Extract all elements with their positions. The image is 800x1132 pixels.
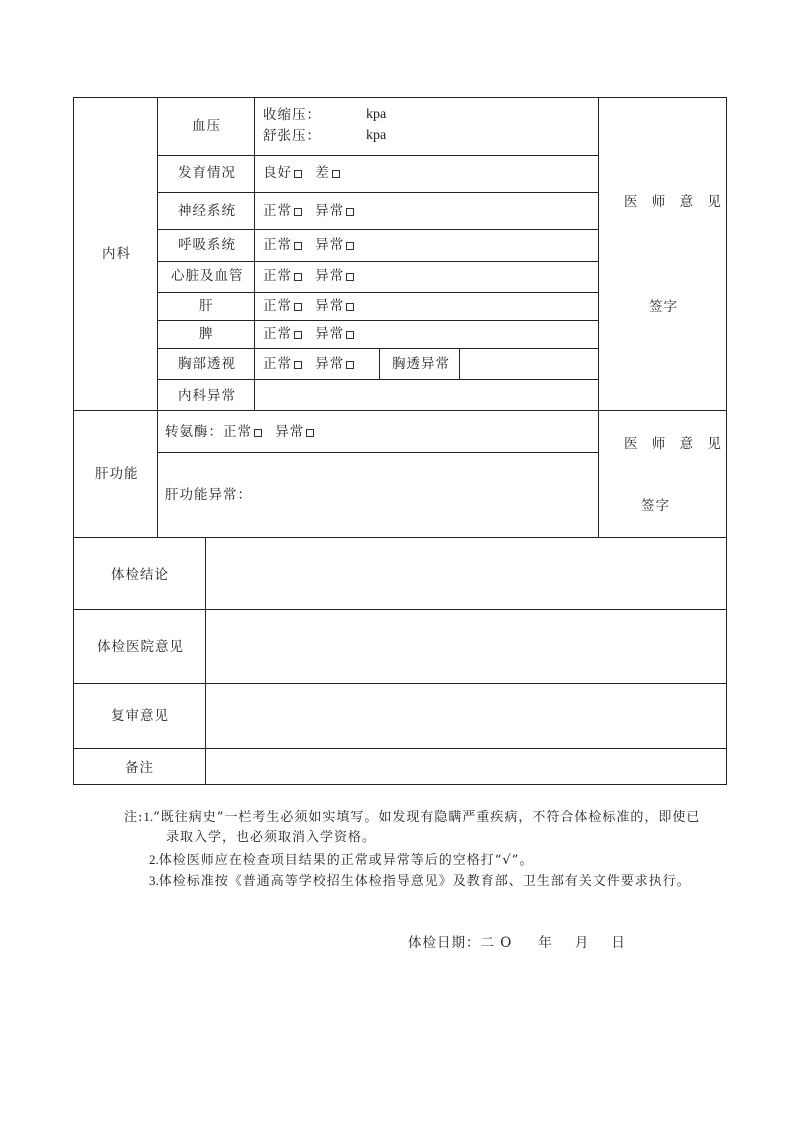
conclusion-label: 体检结论 bbox=[111, 567, 169, 583]
chest-options bbox=[263, 355, 354, 373]
option-abnormal: 异常 bbox=[315, 326, 345, 342]
option-normal: 正常 bbox=[223, 424, 252, 440]
checkbox[interactable] bbox=[294, 303, 302, 311]
note-3-number: 3. bbox=[149, 873, 159, 888]
hospital-opinion-field[interactable] bbox=[207, 611, 724, 682]
row-line bbox=[73, 748, 727, 749]
option-abnormal: 异常 bbox=[315, 203, 345, 219]
bp-label: 血压 bbox=[192, 118, 221, 134]
table1-top-border bbox=[73, 97, 727, 98]
remarks-field[interactable] bbox=[207, 750, 724, 783]
table1-left-border bbox=[73, 97, 74, 537]
row-label-cardio: 心脏及血管 bbox=[171, 268, 244, 284]
row-line bbox=[157, 379, 599, 380]
row-line bbox=[157, 261, 599, 262]
systolic-label: 收缩压： bbox=[263, 107, 321, 123]
date-day: 日 bbox=[611, 935, 626, 951]
date-month: 月 bbox=[574, 935, 590, 951]
row-line bbox=[73, 683, 727, 684]
row-label-liver: 肝 bbox=[199, 298, 214, 314]
divider-section-col bbox=[157, 97, 158, 537]
date-year: 年 bbox=[538, 935, 553, 951]
date-year-prefix: 二 O bbox=[480, 935, 513, 951]
divider-item-col bbox=[254, 97, 255, 411]
internal-section-label: 内科 bbox=[102, 246, 131, 262]
enzyme-label: 转氨酶： bbox=[165, 424, 223, 440]
section-divider bbox=[73, 410, 727, 411]
row-line bbox=[73, 609, 727, 610]
note-2-text: 体检医师应在检查项目结果的正常或异常等后的空格打“√”。 bbox=[158, 853, 534, 868]
review-opinion-field[interactable] bbox=[207, 685, 724, 747]
checkbox[interactable] bbox=[294, 273, 302, 281]
review-opinion-label: 复审意见 bbox=[111, 708, 169, 724]
note-1-line1: “既往病史”一栏考生必须如实填写。如发现有隐瞒严重疾病，不符合体检标准的，即使已 bbox=[153, 810, 701, 825]
row-label-nervous: 神经系统 bbox=[178, 203, 236, 219]
option-abnormal: 异常 bbox=[315, 237, 345, 253]
note-prefix: 注: bbox=[124, 810, 144, 825]
liver-section-label: 肝功能 bbox=[95, 466, 139, 482]
note-1-line2: 录取入学，也必须取消入学资格。 bbox=[166, 830, 377, 845]
internal-abnormal-label: 内科异常 bbox=[178, 388, 236, 404]
checkbox[interactable] bbox=[346, 273, 354, 281]
row-line bbox=[157, 452, 599, 453]
systolic-unit: kpa bbox=[366, 107, 387, 122]
option-normal: 正常 bbox=[263, 356, 292, 372]
option-normal: 正常 bbox=[263, 326, 292, 342]
option-abnormal: 异常 bbox=[315, 298, 345, 314]
liver-abnormal-label: 肝功能异常： bbox=[165, 487, 252, 503]
row-line bbox=[157, 348, 599, 349]
checkbox[interactable] bbox=[294, 208, 302, 216]
checkbox[interactable] bbox=[306, 429, 314, 437]
option-abnormal: 异常 bbox=[315, 268, 345, 284]
note-2 bbox=[149, 851, 533, 870]
hospital-opinion-label: 体检医院意见 bbox=[97, 639, 184, 655]
conclusion-field[interactable] bbox=[207, 539, 724, 608]
option-good: 良好 bbox=[263, 165, 292, 181]
liver-options bbox=[263, 297, 354, 315]
note-1-number: 1. bbox=[143, 809, 154, 824]
nervous-options bbox=[263, 202, 354, 220]
internal-signature: 签字 bbox=[649, 299, 678, 315]
note-2-number: 2. bbox=[149, 852, 159, 867]
row-line bbox=[157, 229, 599, 230]
divider-opinion-col bbox=[598, 97, 599, 537]
checkbox[interactable] bbox=[346, 242, 354, 250]
remarks-label: 备注 bbox=[125, 760, 154, 776]
checkbox[interactable] bbox=[346, 208, 354, 216]
option-normal: 正常 bbox=[263, 298, 292, 314]
row-label-chest: 胸部透视 bbox=[178, 356, 236, 372]
option-poor: 差 bbox=[315, 165, 330, 181]
option-abnormal: 异常 bbox=[275, 424, 305, 440]
option-abnormal: 异常 bbox=[315, 356, 345, 372]
option-normal: 正常 bbox=[263, 203, 292, 219]
row-line bbox=[157, 192, 599, 193]
row-label-development: 发育情况 bbox=[178, 165, 236, 181]
table1-bottom-border bbox=[73, 537, 727, 538]
checkbox[interactable] bbox=[254, 429, 262, 437]
row-line bbox=[157, 155, 599, 156]
row-label-spleen: 脾 bbox=[199, 326, 214, 342]
diastolic-label: 舒张压： bbox=[263, 128, 321, 144]
spleen-options bbox=[263, 325, 354, 343]
checkbox[interactable] bbox=[294, 170, 302, 178]
checkbox[interactable] bbox=[346, 303, 354, 311]
checkbox[interactable] bbox=[346, 331, 354, 339]
chest-abnormal-label: 胸透异常 bbox=[392, 356, 450, 372]
note-3-text: 体检标准按《普通高等学校招生体检指导意见》及教育部、卫生部有关文件要求执行。 bbox=[158, 874, 691, 889]
option-normal: 正常 bbox=[263, 268, 292, 284]
checkbox[interactable] bbox=[294, 331, 302, 339]
note-3 bbox=[149, 872, 691, 891]
table1-right-border bbox=[726, 97, 727, 537]
cardio-options bbox=[263, 267, 354, 285]
row-line bbox=[157, 320, 599, 321]
diastolic-unit: kpa bbox=[366, 128, 387, 143]
development-options bbox=[263, 164, 340, 182]
checkbox[interactable] bbox=[294, 242, 302, 250]
internal-doctor-opinion: 医 师 意 见 bbox=[624, 194, 726, 210]
liver-signature: 签字 bbox=[641, 498, 670, 514]
option-normal: 正常 bbox=[263, 237, 292, 253]
exam-date bbox=[408, 934, 626, 952]
row-line bbox=[157, 292, 599, 293]
divider-chest-b bbox=[459, 348, 460, 379]
liver-doctor-opinion: 医 师 意 见 bbox=[624, 436, 726, 452]
date-label: 体检日期： bbox=[408, 935, 481, 951]
checkbox[interactable] bbox=[346, 361, 354, 369]
checkbox[interactable] bbox=[294, 361, 302, 369]
table2-bottom-border bbox=[73, 784, 727, 785]
note-1 bbox=[124, 808, 700, 827]
enzyme-row bbox=[165, 423, 314, 441]
respiratory-options bbox=[263, 236, 354, 254]
divider-chest-a bbox=[379, 348, 380, 379]
row-label-respiratory: 呼吸系统 bbox=[178, 237, 236, 253]
checkbox[interactable] bbox=[332, 170, 340, 178]
